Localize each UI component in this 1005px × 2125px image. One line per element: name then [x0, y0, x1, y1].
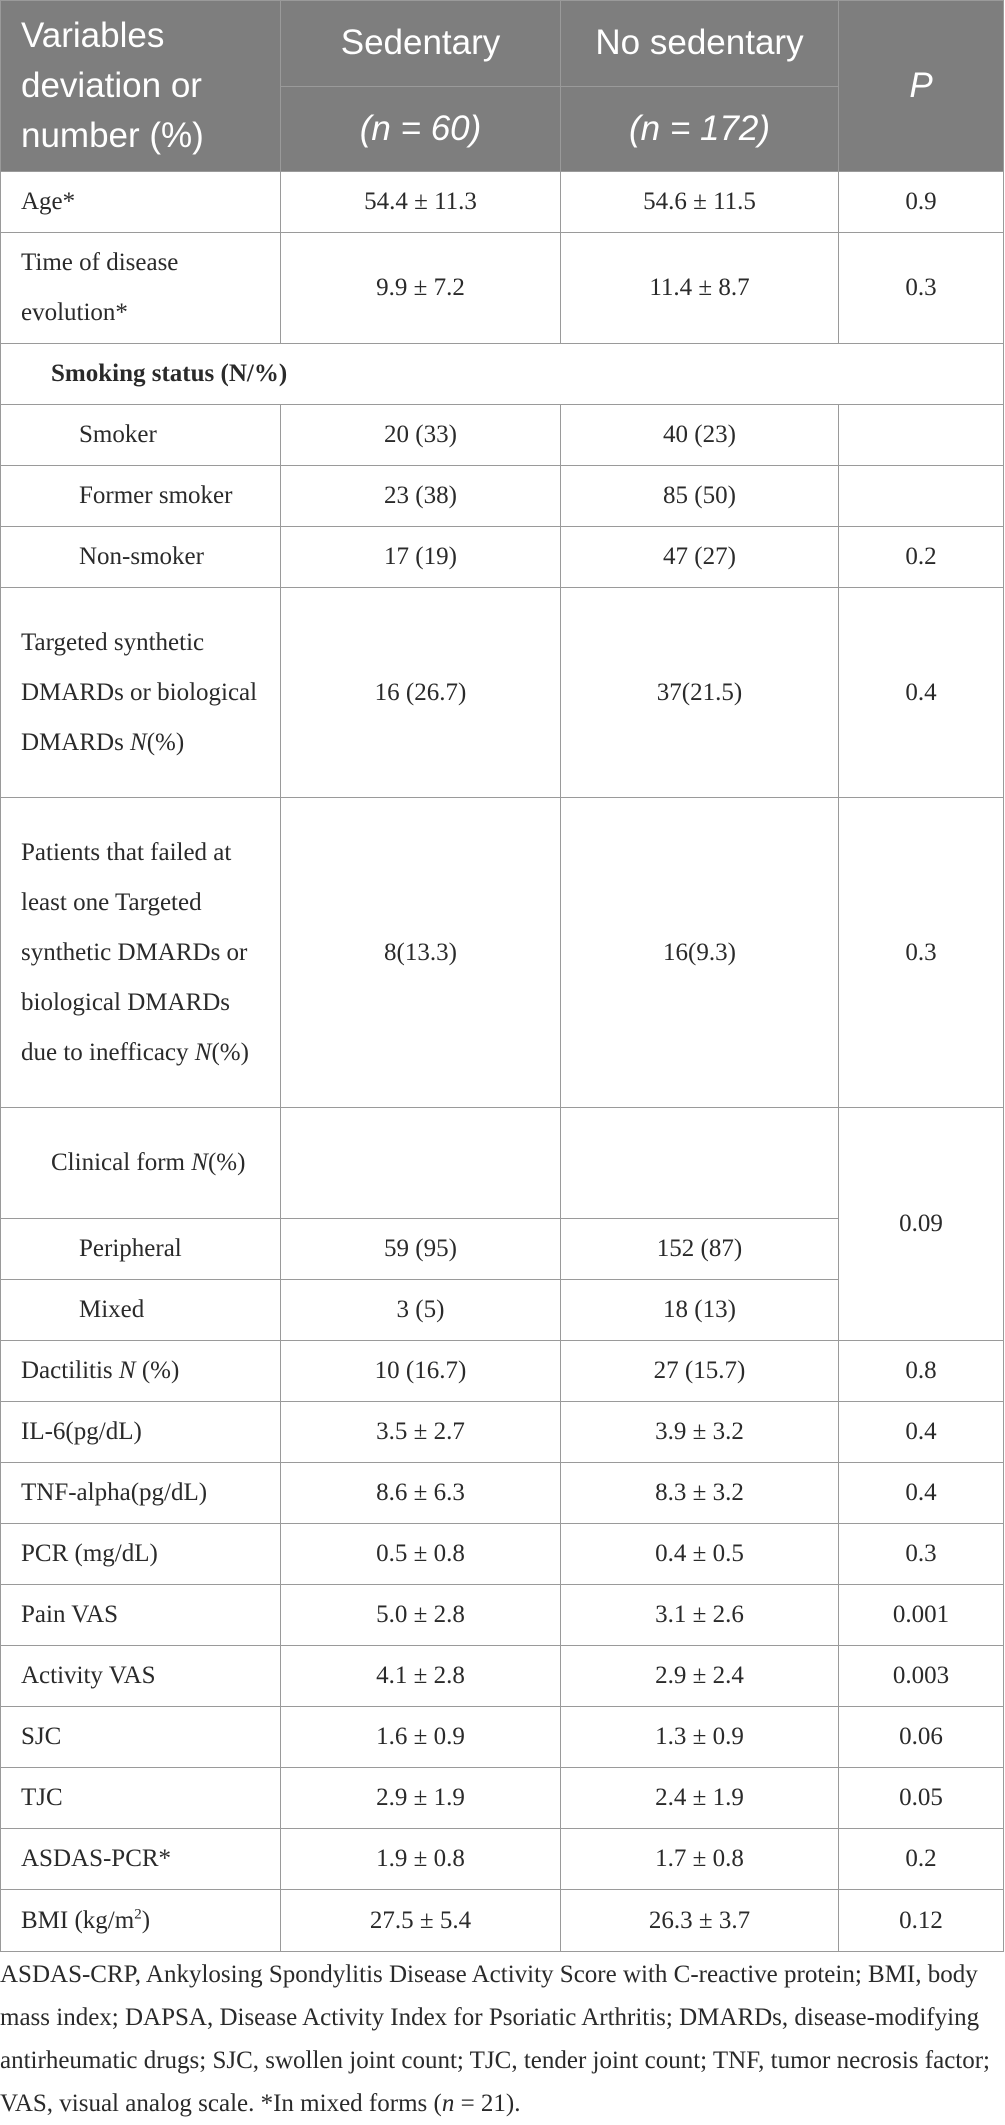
- cell-sedentary: 10 (16.7): [281, 1341, 561, 1402]
- table-row: [1, 798, 1004, 1108]
- cell-sedentary: 5.0 ± 2.8: [281, 1585, 561, 1646]
- cell-sedentary: 3 (5): [281, 1280, 561, 1341]
- cell-no-sedentary: 37(21.5): [561, 588, 839, 798]
- cell-no-sedentary: 2.9 ± 2.4: [561, 1646, 839, 1707]
- row-label: Non-smoker: [1, 527, 281, 588]
- cell-no-sedentary: 0.4 ± 0.5: [561, 1524, 839, 1585]
- row-label: Time of disease evolution*: [1, 233, 281, 344]
- header-p: P: [839, 1, 1004, 172]
- cell-no-sedentary: 1.7 ± 0.8: [561, 1829, 839, 1890]
- table-row: [1, 1707, 1004, 1768]
- cell-no-sedentary: [561, 1108, 839, 1219]
- cell-p: 0.4: [839, 588, 1004, 798]
- table-row: [1, 1768, 1004, 1829]
- cell-no-sedentary: 40 (23): [561, 405, 839, 466]
- cell-p: 0.2: [839, 527, 1004, 588]
- cell-p: 0.9: [839, 172, 1004, 233]
- table-row: [1, 1524, 1004, 1585]
- row-label: Targeted synthetic DMARDs or biological DMARDs N(%): [1, 588, 281, 798]
- cell-sedentary: 9.9 ± 7.2: [281, 233, 561, 344]
- cell-p: 0.3: [839, 1524, 1004, 1585]
- cell-no-sedentary: 152 (87): [561, 1219, 839, 1280]
- cell-sedentary: 0.5 ± 0.8: [281, 1524, 561, 1585]
- cell-p: 0.09: [839, 1108, 1004, 1341]
- cell-sedentary: 16 (26.7): [281, 588, 561, 798]
- cell-no-sedentary: 47 (27): [561, 527, 839, 588]
- cell-p: 0.2: [839, 1829, 1004, 1890]
- cell-no-sedentary: 11.4 ± 8.7: [561, 233, 839, 344]
- table-row: [1, 527, 1004, 588]
- cell-no-sedentary: 18 (13): [561, 1280, 839, 1341]
- table-row: [1, 1890, 1004, 1952]
- table-row: [1, 1402, 1004, 1463]
- table-row: [1, 588, 1004, 798]
- cell-p: 0.3: [839, 233, 1004, 344]
- cell-p: 0.003: [839, 1646, 1004, 1707]
- row-label: SJC: [1, 1707, 281, 1768]
- row-label: Age*: [1, 172, 281, 233]
- table-row: [1, 1108, 1004, 1219]
- row-label: Pain VAS: [1, 1585, 281, 1646]
- row-label: TNF-alpha(pg/dL): [1, 1463, 281, 1524]
- row-label: PCR (mg/dL): [1, 1524, 281, 1585]
- header-sedentary-n: (n = 60): [281, 86, 561, 172]
- cell-sedentary: 3.5 ± 2.7: [281, 1402, 561, 1463]
- cell-no-sedentary: 85 (50): [561, 466, 839, 527]
- cell-no-sedentary: 3.1 ± 2.6: [561, 1585, 839, 1646]
- section-smoking-status: Smoking status (N/%): [1, 344, 1004, 405]
- row-label: IL-6(pg/dL): [1, 1402, 281, 1463]
- cell-p: 0.05: [839, 1768, 1004, 1829]
- table-row: [1, 1341, 1004, 1402]
- table-footnote: ASDAS-CRP, Ankylosing Spondylitis Disease Activity Score with C-reactive protein; BMI, body mass index; DAPSA, Disease Activity Index for Psoriatic Arthritis; DMARDs, disease-modifying antirheumatic drugs; SJC, swollen joint count; TJC, tender joint count; TNF, tumor necrosis factor; VAS, visual analog scale. *In mixed forms (n = 21).: [0, 1961, 991, 2117]
- cell-sedentary: [281, 1108, 561, 1219]
- cell-p: 0.3: [839, 798, 1004, 1108]
- cell-sedentary: 27.5 ± 5.4: [281, 1890, 561, 1952]
- header-sedentary: Sedentary: [281, 1, 561, 87]
- header-variables: Variables deviation or number (%): [1, 1, 281, 172]
- table-row: [1, 1829, 1004, 1890]
- cell-no-sedentary: 3.9 ± 3.2: [561, 1402, 839, 1463]
- row-label: Patients that failed at least one Targeted synthetic DMARDs or biological DMARDs due to inefficacy N(%): [1, 798, 281, 1108]
- cell-p: [839, 466, 1004, 527]
- table-row: [1, 466, 1004, 527]
- cell-sedentary: 4.1 ± 2.8: [281, 1646, 561, 1707]
- row-label: ASDAS-PCR*: [1, 1829, 281, 1890]
- table-row-section: [1, 344, 1004, 405]
- row-label: Clinical form N(%): [1, 1108, 281, 1219]
- cell-sedentary: 1.9 ± 0.8: [281, 1829, 561, 1890]
- cell-sedentary: 8(13.3): [281, 798, 561, 1108]
- row-label: TJC: [1, 1768, 281, 1829]
- cell-no-sedentary: 26.3 ± 3.7: [561, 1890, 839, 1952]
- table-row: [1, 405, 1004, 466]
- cell-sedentary: 2.9 ± 1.9: [281, 1768, 561, 1829]
- table-row: [1, 1585, 1004, 1646]
- cell-p: 0.12: [839, 1890, 1004, 1952]
- cell-sedentary: 1.6 ± 0.9: [281, 1707, 561, 1768]
- row-label: Former smoker: [1, 466, 281, 527]
- cell-sedentary: 54.4 ± 11.3: [281, 172, 561, 233]
- cell-p: 0.8: [839, 1341, 1004, 1402]
- cell-no-sedentary: 16(9.3): [561, 798, 839, 1108]
- cell-no-sedentary: 1.3 ± 0.9: [561, 1707, 839, 1768]
- cell-sedentary: 20 (33): [281, 405, 561, 466]
- cell-no-sedentary: 2.4 ± 1.9: [561, 1768, 839, 1829]
- cell-sedentary: 8.6 ± 6.3: [281, 1463, 561, 1524]
- row-label: Mixed: [1, 1280, 281, 1341]
- header-no-sedentary-n: (n = 172): [561, 86, 839, 172]
- cell-no-sedentary: 27 (15.7): [561, 1341, 839, 1402]
- cell-sedentary: 23 (38): [281, 466, 561, 527]
- header-no-sedentary: No sedentary: [561, 1, 839, 87]
- table-row: [1, 172, 1004, 233]
- cell-p: 0.06: [839, 1707, 1004, 1768]
- row-label: Peripheral: [1, 1219, 281, 1280]
- cell-p: 0.4: [839, 1402, 1004, 1463]
- cell-p: [839, 405, 1004, 466]
- cell-p: 0.4: [839, 1463, 1004, 1524]
- table-row: [1, 233, 1004, 344]
- row-label: Dactilitis N (%): [1, 1341, 281, 1402]
- row-label: Activity VAS: [1, 1646, 281, 1707]
- row-label: Smoker: [1, 405, 281, 466]
- cell-no-sedentary: 54.6 ± 11.5: [561, 172, 839, 233]
- table-row: [1, 1463, 1004, 1524]
- cell-p: 0.001: [839, 1585, 1004, 1646]
- cell-sedentary: 17 (19): [281, 527, 561, 588]
- table-row: [1, 1646, 1004, 1707]
- row-label: BMI $(kg/m^2)$: [1, 1890, 281, 1952]
- cell-no-sedentary: 8.3 ± 3.2: [561, 1463, 839, 1524]
- cell-sedentary: 59 (95): [281, 1219, 561, 1280]
